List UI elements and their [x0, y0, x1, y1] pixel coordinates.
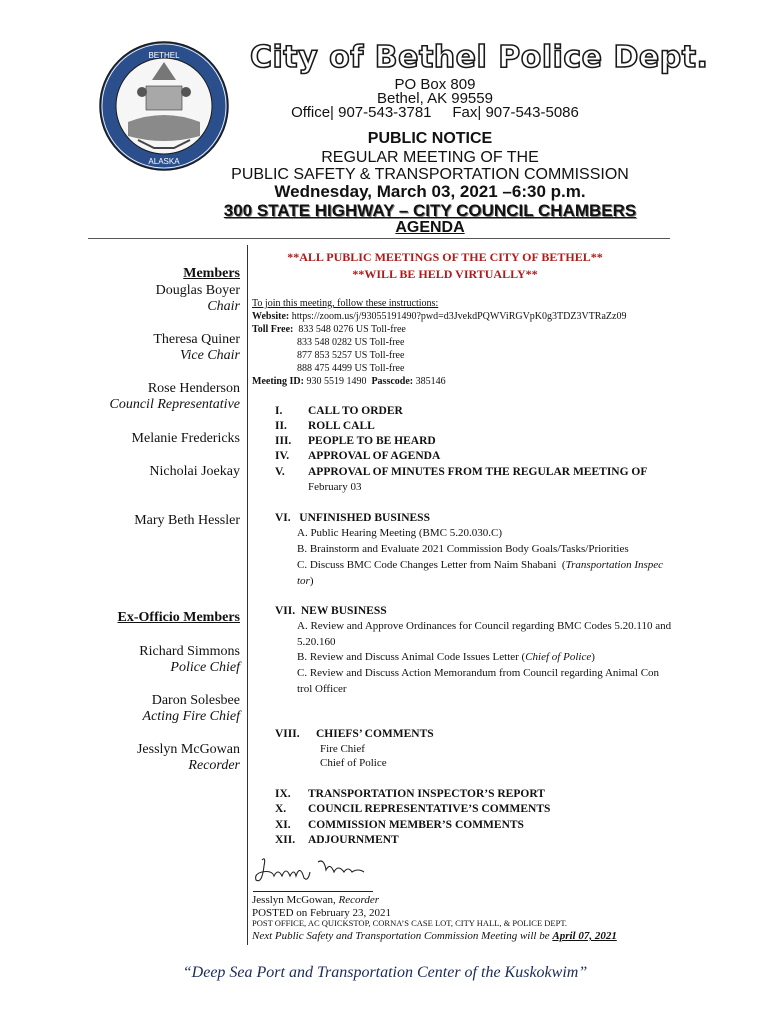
new-item-a-cont: 5.20.160: [297, 636, 336, 648]
agenda-item: COUNCIL REPRESENTATIVE’S COMMENTS: [308, 803, 551, 815]
recorder-name: Jesslyn McGowan,: [252, 894, 339, 906]
unfinished-item-c: [297, 558, 663, 574]
po-box: PO Box 809: [394, 76, 476, 93]
new-item-b-text: B. Review and Discuss Animal Code Issues Letter (: [297, 651, 526, 663]
agenda-number: XI.: [275, 819, 291, 831]
ex-officio-role: Police Chief: [170, 660, 240, 675]
chiefs-comments-heading: CHIEFS’ COMMENTS: [316, 728, 434, 740]
ex-officio-name: Richard Simmons: [139, 644, 240, 659]
fax-number: Fax| 907-543-5086: [452, 104, 579, 121]
unfinished-item-c-italic2: tor: [297, 575, 310, 587]
agenda-item: ADJOURNMENT: [308, 834, 399, 846]
virtual-notice-line2: **WILL BE HELD VIRTUALLY**: [352, 267, 538, 281]
city-state: Bethel, AK 99559: [377, 90, 493, 107]
commission-name: PUBLIC SAFETY & TRANSPORTATION COMMISSION: [231, 166, 629, 183]
tollfree-line: [252, 323, 406, 336]
chiefs-sub-fire: Fire Chief: [320, 743, 365, 755]
agenda-item: APPROVAL OF MINUTES FROM THE REGULAR MEETING OF: [308, 466, 648, 478]
join-instructions: To join this meeting, follow these instructions:: [252, 298, 439, 309]
unfinished-item-c-text: C. Discuss BMC Code Changes Letter from Naim Shabani (: [297, 559, 566, 571]
meeting-id: 930 5519 1490: [306, 376, 367, 387]
member-name: Theresa Quiner: [153, 332, 240, 347]
new-business-heading: VII. NEW BUSINESS: [275, 605, 387, 617]
agenda-item: APPROVAL OF AGENDA: [308, 450, 441, 462]
zoom-link[interactable]: https://zoom.us/j/93055191490?pwd=d3JvekdPQWViRGVpK0g3TDZ3VTRaZz09: [291, 311, 627, 322]
footer-motto: “Deep Sea Port and Transportation Center of the Kuskokwim”: [182, 964, 588, 981]
agenda-number: V.: [275, 466, 285, 478]
agenda-number: IV.: [275, 450, 290, 462]
header-divider: [88, 238, 670, 239]
member-role: Vice Chair: [179, 348, 240, 363]
passcode: 385146: [415, 376, 446, 387]
members-heading: Members: [183, 266, 240, 281]
meeting-location: 300 STATE HIGHWAY – CITY COUNCIL CHAMBERS: [223, 201, 637, 220]
new-item-c-cont: trol Officer: [297, 683, 347, 695]
office-phone: Office| 907-543-3781: [291, 104, 432, 121]
posted-locations: POST OFFICE, AC QUICKSTOP, CORNA’S CASE LOT, CITY HALL, & POLICE DEPT.: [252, 918, 568, 928]
minutes-date: February 03: [308, 481, 362, 493]
ex-officio-name: Jesslyn McGowan: [136, 742, 240, 757]
member-role: Council Representative: [109, 397, 240, 412]
recorder-title: Recorder: [338, 894, 379, 906]
agenda-number: IX.: [275, 788, 291, 800]
member-name: Nicholai Joekay: [149, 464, 240, 479]
unfinished-item-c-italic: Transportation Inspec: [565, 559, 664, 571]
virtual-notice-line1: **ALL PUBLIC MEETINGS OF THE CITY OF BETHEL**: [287, 250, 603, 264]
tollfree-label: Toll Free:: [252, 324, 294, 335]
ex-officio-heading: Ex-Officio Members: [117, 610, 240, 625]
meeting-type: REGULAR MEETING OF THE: [321, 149, 539, 166]
member-name: Rose Henderson: [147, 381, 240, 396]
signature-line: [253, 891, 373, 892]
chiefs-sub-police: Chief of Police: [320, 757, 387, 769]
meeting-id-line: [252, 375, 446, 388]
ex-officio-role: Acting Fire Chief: [142, 709, 240, 724]
member-role: Chair: [207, 299, 240, 314]
agenda-number: VIII.: [275, 728, 300, 740]
phone-number: 888 475 4499 US Toll-free: [297, 363, 405, 374]
phone-number: 833 548 0276 US Toll-free: [298, 324, 406, 335]
member-name: Mary Beth Hessler: [134, 513, 240, 528]
new-item-a: A. Review and Approve Ordinances for Council regarding BMC Codes 5.20.110 and: [297, 620, 672, 632]
agenda-heading: AGENDA: [395, 219, 465, 236]
public-notice-heading: PUBLIC NOTICE: [367, 130, 493, 147]
phone-number: 877 853 5257 US Toll-free: [297, 350, 405, 361]
website-label: Website:: [252, 311, 290, 322]
member-name: Melanie Fredericks: [131, 431, 240, 446]
new-item-b-end: ): [591, 651, 595, 663]
signature-graphic: [252, 854, 374, 890]
agenda-item: COMMISSION MEMBER’S COMMENTS: [308, 819, 524, 831]
column-divider: [247, 245, 248, 945]
meeting-datetime: Wednesday, March 03, 2021 –6:30 p.m.: [274, 182, 586, 201]
agenda-number: XII.: [275, 834, 296, 846]
seal-bottom-text: ALASKA: [148, 157, 180, 166]
unfinished-business-heading: VI. UNFINISHED BUSINESS: [275, 512, 430, 524]
passcode-label: Passcode:: [371, 376, 414, 387]
agenda-item: CALL TO ORDER: [308, 405, 403, 417]
unfinished-item-c-cont: [297, 574, 314, 590]
meeting-id-label: Meeting ID:: [252, 376, 304, 387]
posted-date: POSTED on February 23, 2021: [252, 907, 392, 919]
new-item-c: C. Review and Discuss Action Memorandum from Council regarding Animal Con: [297, 667, 660, 679]
agenda-item: TRANSPORTATION INSPECTOR’S REPORT: [308, 788, 545, 800]
member-name: Douglas Boyer: [155, 283, 240, 298]
phone-line: [50, 104, 770, 121]
unfinished-item-c-end: ): [309, 575, 314, 587]
handwritten-signature: [252, 854, 374, 890]
unfinished-item-b: B. Brainstorm and Evaluate 2021 Commission Body Goals/Tasks/Priorities: [297, 543, 629, 555]
ex-officio-role: Recorder: [188, 758, 240, 773]
unfinished-item-a: A. Public Hearing Meeting (BMC 5.20.030.C): [297, 527, 503, 539]
next-meeting-text: Next Public Safety and Transportation Commission Meeting will be: [252, 930, 553, 942]
phone-number: 833 548 0282 US Toll-free: [297, 337, 405, 348]
agenda-item: PEOPLE TO BE HEARD: [308, 435, 436, 447]
new-item-b: [297, 650, 595, 666]
agenda-item: ROLL CALL: [308, 420, 375, 432]
new-item-b-italic: Chief of Police: [525, 651, 592, 663]
next-meeting: [252, 929, 617, 945]
agenda-number: III.: [275, 435, 292, 447]
next-meeting-date: April 07, 2021: [552, 930, 617, 942]
ex-officio-name: Daron Solesbee: [151, 693, 240, 708]
website-line: [252, 310, 626, 323]
org-title: City of Bethel Police Dept.: [250, 40, 709, 75]
seal-top-text: BETHEL: [148, 51, 180, 60]
agenda-number: I.: [275, 405, 283, 417]
agenda-number: X.: [275, 803, 287, 815]
agenda-number: II.: [275, 420, 287, 432]
